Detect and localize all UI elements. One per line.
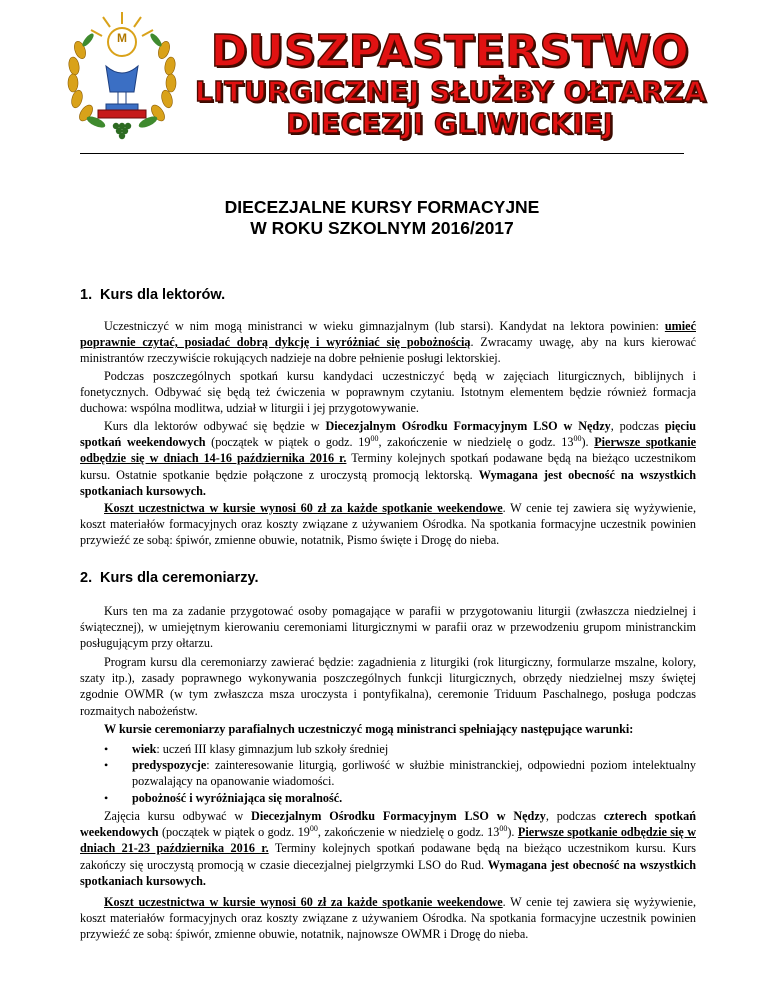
section-2-paragraph-3: W kursie ceremoniarzy parafialnych uczestniczyć mogą ministranci spełniający następujące warunki:	[104, 722, 634, 736]
conditions-list	[80, 741, 696, 806]
section-1-paragraph-1: Uczestniczyć w nim mogą ministranci w wieku gimnazjalnym (lub starsi). Kandydat na lektora powinien: umieć poprawnie czytać, posiadać dobrą dykcję i wyróżniać się pobożnością. Zwracamy uwagę, aby na kurs kierować ministrantów rzeczywiście rokujących nadzieje na dobre pełnienie posługi lektorskiej.	[80, 319, 696, 366]
section-2-title: Kurs dla ceremoniarzy.	[100, 570, 259, 586]
banner-line-3: DIECEZJI GLIWICKIEJ	[286, 107, 614, 140]
section-2-paragraph-2: Program kursu dla ceremoniarzy zawierać będzie: zagadnienia z liturgiki (rok liturgiczny, formularze mszalne, kolory, szaty itp.), zasady poprawnego wykonywania poszczególnych funkcji liturgicznych, obrzędy niedzielnej mszy świętej zgodnie OWMR (w tym zwłaszcza msza uroczysta i pontyfikalna), ceremonie Triduum Paschalnego, posługa podczas rozmaitych nabożeństw.	[80, 655, 696, 718]
title-line-1: DIECEZJALNE KURSY FORMACYJNE	[224, 197, 540, 217]
section-1-heading	[80, 287, 225, 303]
list-item: • wiek: uczeń III klasy gimnazjum lub szkoły średniej	[80, 741, 696, 757]
document-title	[80, 197, 684, 239]
section-2-paragraph-4: Zajęcia kursu odbywać w Diecezjalnym Ośrodku Formacyjnym LSO w Nędzy, podczas czterech spotkań weekendowych (początek w piątek o godz. $19^{00}$, zakończenie w niedzielę o godz. $13^{00}$). Pierwsze spotkanie odbędzie się w dniach 21-23 października 2016 r. Terminy kolejnych spotkań podawane będą na bieżąco uczestnikom kursu. Kurs zakończy się uroczystą promocją w czasie diecezjalnej pielgrzymki LSO do Rud. Wymagana jest obecność na wszystkich spotkaniach kursowych.	[80, 809, 697, 888]
logo-letter: M	[117, 31, 127, 45]
title-line-2: W ROKU SZKOLNYM 2016/2017	[250, 218, 514, 238]
section-2-paragraph-5: Koszt uczestnictwa w kursie wynosi 60 zł za każde spotkanie weekendowe. W cenie tej zawiera się wyżywienie, koszt materiałów formacyjnych oraz koszty związane z używaniem Ośrodka. Na spotkania formacyjne uczestnik powinien przywieźć ze sobą: śpiwór, zmienne obuwie, notatnik, najnowsze OWMR i Drogę do nieba.	[80, 895, 696, 942]
section-1-title: Kurs dla lektorów.	[100, 287, 226, 303]
section-2-heading	[80, 570, 259, 586]
lso-logo-icon	[62, 10, 182, 140]
header-divider	[80, 153, 684, 154]
section-1-paragraph-2: Podczas poszczególnych spotkań kursu kandydaci uczestniczyć będą w zajęciach liturgicznych, biblijnych i fonetycznych. Odbywać się będą też ćwiczenia w poprawnym czytaniu. Istotnym elementem będzie również formacja duchowa: wspólna modlitwa, udział w liturgii i jej przygotowywanie.	[80, 369, 696, 416]
section-1-number: 1.	[80, 287, 93, 303]
section-1-paragraph-3: Kurs dla lektorów odbywać się będzie w Diecezjalnym Ośrodku Formacyjnym LSO w Nędzy, podczas pięciu spotkań weekendowych (początek w piątek o godz. $19^{00}$, zakończenie w niedzielę o godz. $13^{00}$). Pierwsze spotkanie odbędzie się w dniach 14-16 października 2016 r. Terminy kolejnych spotkań podawane będą na bieżąco uczestnikom kursu. Ostatnie spotkanie będzie połączone z uroczystą promocją lektorską. Wymagana jest obecność na wszystkich spotkaniach kursowych.	[80, 419, 697, 498]
header-banner	[195, 26, 707, 140]
banner-line-1: DUSZPASTERSTWO	[210, 26, 690, 77]
section-1-paragraph-4: Koszt uczestnictwa w kursie wynosi 60 zł za każde spotkanie weekendowe. W cenie tej zawiera się wyżywienie, koszt materiałów formacyjnych oraz koszty związane z używaniem Ośrodka. Na spotkania formacyjne uczestnik powinien przywieźć ze sobą: śpiwór, zmienne obuwie, notatnik, Pismo święte i Drogę do nieba.	[80, 501, 696, 548]
list-item: • predyspozycje: zainteresowanie liturgią, gorliwość w służbie ministranckiej, odpowiedni poziom intelektualny pozwalający na opanowanie wiadomości.	[80, 757, 696, 789]
section-2-number: 2.	[80, 570, 93, 586]
section-2-paragraph-1: Kurs ten ma za zadanie przygotować osoby pomagające w parafii w przygotowaniu liturgii (zwłaszcza niedzielnej i świątecznej), w umiejętnym kierowaniu ceremoniami liturgicznymi w parafii oraz w przewodzeniu grupom ministranckim posługującym przy ołtarzu.	[80, 604, 696, 651]
list-item: • pobożność i wyróżniająca się moralność.	[80, 790, 696, 806]
banner-line-2: LITURGICZNEJ SŁUŻBY OŁTARZA	[195, 75, 707, 108]
